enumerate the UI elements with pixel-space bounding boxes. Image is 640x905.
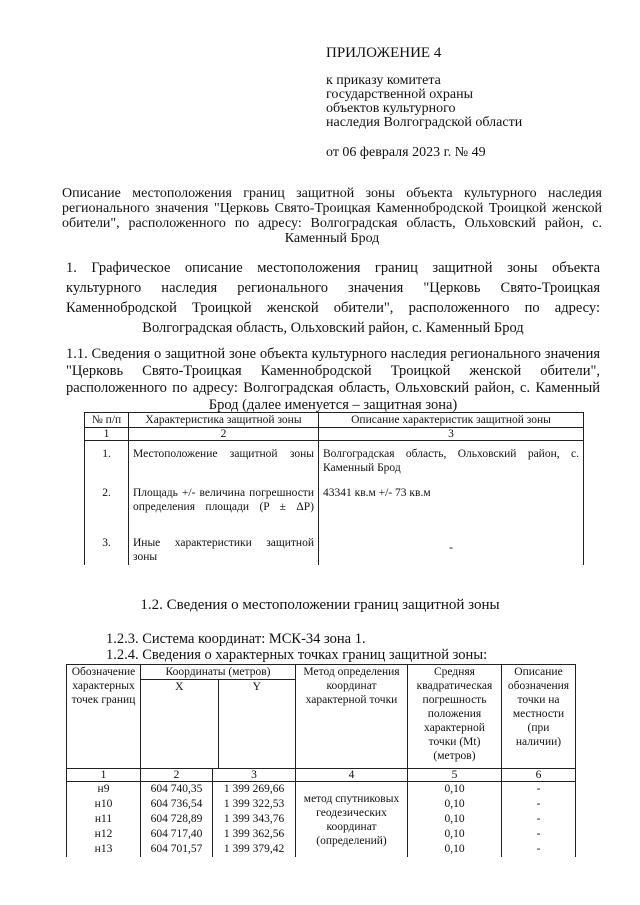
header-characteristic: Характеристика защитной зоны	[129, 413, 319, 428]
point-description: -	[502, 782, 576, 798]
appendix-header	[326, 46, 626, 160]
point-description: -	[502, 842, 576, 857]
column-number: 1	[85, 428, 129, 441]
table-header-row	[85, 413, 584, 428]
row-number: 1.	[85, 441, 129, 485]
row-description: Волгоградская область, Ольховский район, с. Каменный Брод	[319, 441, 584, 485]
point-description: -	[502, 812, 576, 827]
column-number: 4	[296, 769, 408, 782]
row-characteristic: Площадь +/- величина погрешности определения площади (P ± ΔP)	[129, 485, 319, 535]
point-accuracy: 0,10	[408, 827, 502, 842]
table-row	[67, 782, 576, 798]
point-x: 604 701,57	[141, 842, 213, 857]
header-number: № п/п	[85, 413, 129, 428]
point-id: н9	[67, 782, 141, 798]
point-method: метод спутниковых геодезических координат (определений)	[296, 782, 408, 858]
order-line: объектов культурного	[326, 101, 456, 116]
row-number: 3.	[85, 535, 129, 565]
row-description: 43341 кв.м +/- 73 кв.м	[319, 485, 584, 535]
point-description: -	[502, 827, 576, 842]
row-characteristic: Иные характеристики защитной зоны	[129, 535, 319, 565]
points-header-row	[67, 665, 576, 769]
section-1-2-heading: 1.2. Сведения о местоположении границ защитной зоны	[140, 597, 500, 613]
boundary-points-table	[66, 664, 576, 857]
table-number-row	[85, 428, 584, 441]
section-1-1-heading: 1.1. Сведения о защитной зоне объекта культурного наследия регионального значения "Церковь Свято-Троицкая Каменнобродской Троицкой женской обители", расположенного по адресу: Волгоградская область, Ольховский район, с. Каменный Брод (далее именуется – защитная зона)	[66, 346, 600, 413]
column-number: 3	[319, 428, 584, 441]
table-row	[85, 485, 584, 535]
header-description: Описание характеристик защитной зоны	[319, 413, 584, 428]
document-title: Описание местоположения границ защитной зоны объекта культурного наследия регионального значения "Церковь Свято-Троицкая Каменнобродской Троицкой женской обители", расположенного по адресу: Волгоградская область, Ольховский район, с. Каменный Брод	[62, 186, 602, 246]
column-number: 5	[408, 769, 502, 782]
point-y: 1 399 322,53	[213, 797, 296, 812]
column-number: 3	[213, 769, 296, 782]
row-characteristic: Местоположение защитной зоны	[129, 441, 319, 485]
point-id: н10	[67, 797, 141, 812]
header-coordinates	[141, 665, 296, 769]
point-description: -	[502, 797, 576, 812]
protection-zone-table	[84, 412, 584, 565]
row-number: 2.	[85, 485, 129, 535]
point-y: 1 399 343,76	[213, 812, 296, 827]
order-date: от 06 февраля 2023 г. № 49	[326, 145, 486, 160]
header-point-description: Описание обозначения точки на местности (при наличии)	[502, 665, 576, 769]
order-line: наследия Волгоградской области	[326, 115, 523, 130]
point-accuracy: 0,10	[408, 842, 502, 857]
header-method: Метод определения координат характерной точки	[296, 665, 408, 769]
point-id: н11	[67, 812, 141, 827]
points-heading: 1.2.4. Сведения о характерных точках границ защитной зоны:	[106, 647, 488, 663]
row-description: -	[319, 535, 584, 565]
order-line: к приказу комитета	[326, 73, 441, 88]
point-x: 604 740,35	[141, 782, 213, 798]
section-1-heading: 1. Графическое описание местоположения границ защитной зоны объекта культурного наследия регионального значения "Церковь Свято-Троицкая Каменнобродской Троицкой женской обители", расположенного по адресу: Волгоградская область, Ольховский район, с. Каменный Брод	[66, 260, 600, 336]
point-accuracy: 0,10	[408, 782, 502, 798]
point-id: н12	[67, 827, 141, 842]
header-accuracy: Средняя квадратическая погрешность положения характерной точки (Mt) (метров)	[408, 665, 502, 769]
points-number-row	[67, 769, 576, 782]
header-coordinates-label: Координаты (метров)	[141, 665, 295, 680]
column-number: 1	[67, 769, 141, 782]
header-x: X	[141, 680, 218, 768]
point-x: 604 736,54	[141, 797, 213, 812]
table-row	[85, 535, 584, 565]
point-accuracy: 0,10	[408, 797, 502, 812]
order-line: государственной охраны	[326, 87, 474, 102]
point-y: 1 399 362,56	[213, 827, 296, 842]
header-point: Обозначение характерных точек границ	[67, 665, 141, 769]
point-x: 604 728,89	[141, 812, 213, 827]
header-y: Y	[252, 681, 261, 693]
point-accuracy: 0,10	[408, 812, 502, 827]
appendix-title: ПРИЛОЖЕНИЕ 4	[326, 45, 442, 61]
column-number: 6	[502, 769, 576, 782]
point-id: н13	[67, 842, 141, 857]
coordinate-system: 1.2.3. Система координат: МСК-34 зона 1.	[106, 631, 366, 647]
column-number: 2	[141, 769, 213, 782]
point-x: 604 717,40	[141, 827, 213, 842]
column-number: 2	[129, 428, 319, 441]
point-y: 1 399 379,42	[213, 842, 296, 857]
point-y: 1 399 269,66	[213, 782, 296, 798]
table-row	[85, 441, 584, 485]
